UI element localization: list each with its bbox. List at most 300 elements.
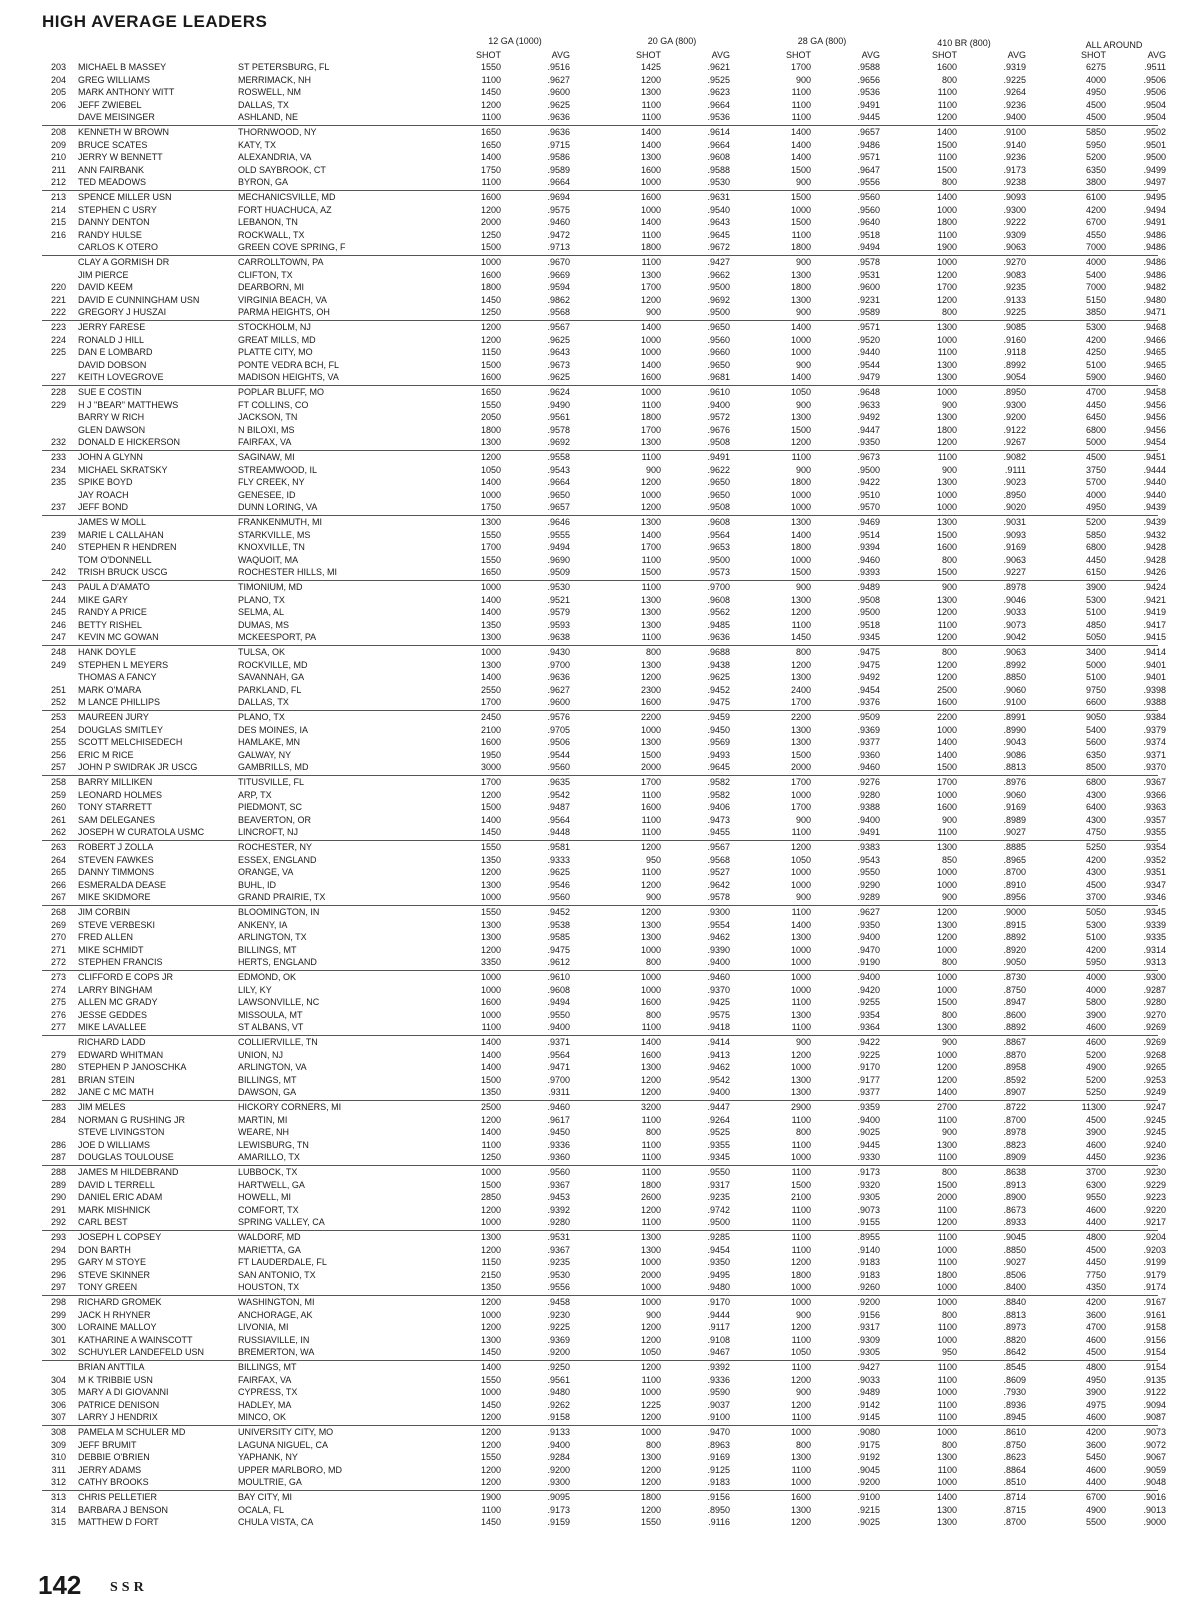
avg-410br: .9054 [1003, 372, 1026, 383]
avg-12ga: .9657 [547, 502, 570, 513]
rank: 261 [50, 814, 66, 825]
rank: 214 [50, 204, 66, 215]
avg-12ga: .9561 [547, 1374, 570, 1385]
avg-all-around: .9072 [1143, 1439, 1166, 1450]
shot-12ga: 1650 [480, 387, 501, 397]
location: KNOXVILLE, TN [238, 542, 305, 553]
avg-20ga: .9459 [707, 712, 730, 722]
shot-12ga: 2000 [480, 217, 501, 228]
shot-20ga: 1200 [640, 1334, 661, 1345]
avg-20ga: .9536 [707, 112, 730, 123]
shot-410br: 1100 [937, 452, 957, 462]
shooter-name: BARRY MILLIKEN [78, 777, 153, 787]
shot-12ga: 1050 [480, 464, 501, 475]
shot-12ga: 1000 [480, 972, 501, 982]
shot-28ga: 1100 [791, 1167, 811, 1177]
shot-all-around: 6800 [1085, 777, 1106, 787]
shot-all-around: 4200 [1085, 944, 1106, 955]
location: GAMBRILLS, MD [238, 762, 309, 773]
avg-12ga: .9400 [547, 1439, 570, 1450]
shot-12ga: 1100 [481, 1139, 501, 1150]
avg-all-around: .9269 [1143, 1022, 1166, 1033]
location: GREAT MILLS, MD [238, 334, 316, 345]
location: LILY, KY [238, 984, 272, 995]
avg-20ga: .9540 [707, 204, 730, 215]
avg-410br: .8623 [1003, 1452, 1026, 1463]
avg-410br: .8958 [1003, 1062, 1026, 1073]
shooter-name: JAMES W MOLL [78, 517, 147, 527]
shot-28ga: 1000 [790, 334, 811, 345]
rank: 240 [50, 542, 66, 553]
avg-all-around: .9161 [1143, 1309, 1166, 1320]
avg-12ga: .9173 [547, 1504, 570, 1515]
avg-410br: .8950 [1003, 387, 1026, 397]
avg-410br: .8992 [1003, 359, 1026, 370]
shot-20ga: 1100 [641, 632, 661, 643]
avg-20ga: .9622 [707, 464, 730, 475]
shot-20ga: 1200 [640, 879, 661, 890]
avg-28ga: .9033 [857, 1374, 880, 1385]
avg-410br: .8673 [1003, 1204, 1026, 1215]
avg-12ga: .9311 [548, 1087, 570, 1098]
shot-12ga: 1450 [480, 1347, 501, 1358]
rank: 301 [50, 1334, 66, 1345]
rank: 274 [50, 984, 66, 995]
avg-28ga: .9200 [857, 1477, 880, 1488]
avg-28ga: .9289 [857, 892, 880, 903]
shooter-name: JIM MELES [78, 1102, 126, 1112]
location: BILLINGS, MT [238, 1362, 297, 1372]
shooter-name: MATTHEW D FORT [78, 1517, 159, 1528]
avg-12ga: .9200 [547, 1464, 570, 1475]
rank: 281 [50, 1074, 66, 1085]
avg-28ga: .9280 [857, 789, 880, 800]
shot-28ga: 1300 [790, 1009, 811, 1020]
shot-20ga: 1100 [641, 1152, 661, 1163]
location: TULSA, OK [238, 647, 286, 657]
rank: 227 [50, 372, 66, 383]
rank: 279 [50, 1049, 66, 1060]
shooter-name: DANNY DENTON [78, 217, 150, 228]
avg-all-around: .9480 [1143, 294, 1166, 305]
shot-28ga: 1300 [790, 294, 811, 305]
shot-20ga: 1100 [641, 399, 661, 410]
shot-12ga: 1250 [480, 229, 501, 240]
avg-410br: .8609 [1003, 1374, 1026, 1385]
shot-410br: 1900 [936, 242, 957, 253]
shooter-name: RANDY HULSE [78, 229, 142, 240]
shot-12ga: 1150 [481, 1257, 501, 1268]
avg-12ga: .9225 [547, 1322, 570, 1333]
shot-12ga: 1200 [480, 1297, 501, 1307]
shot-28ga: 1000 [790, 944, 811, 955]
location: MADISON HEIGHTS, VA [238, 372, 339, 383]
rank: 242 [50, 567, 66, 578]
rank: 305 [50, 1387, 66, 1398]
location: PIEDMONT, SC [238, 802, 303, 813]
shooter-name: RONALD J HILL [78, 334, 145, 345]
shot-28ga: 1300 [790, 1087, 811, 1098]
shot-12ga: 1350 [480, 619, 501, 630]
shot-all-around: 5100 [1085, 359, 1106, 370]
shot-12ga: 1200 [480, 204, 501, 215]
avg-20ga: .9438 [707, 659, 730, 670]
avg-410br: .8700 [1003, 1114, 1026, 1125]
shot-12ga: 2100 [480, 724, 501, 735]
shot-12ga: 1150 [481, 347, 501, 358]
rank: 266 [50, 879, 66, 890]
avg-12ga: .9625 [547, 334, 570, 345]
shot-all-around: 4200 [1085, 334, 1106, 345]
shot-28ga: 1000 [790, 789, 811, 800]
shooter-name: DOUGLAS SMITLEY [78, 724, 164, 735]
avg-28ga: .9377 [857, 1087, 880, 1098]
avg-20ga: .9653 [707, 542, 730, 553]
avg-all-around: .9388 [1143, 697, 1166, 708]
shot-12ga: 1000 [480, 647, 501, 657]
shot-12ga: 1400 [480, 672, 501, 683]
shot-410br: 1600 [936, 697, 957, 708]
shot-all-around: 4500 [1085, 1347, 1106, 1358]
rank: 271 [50, 944, 66, 955]
shot-28ga: 1500 [790, 192, 811, 202]
shot-20ga: 2000 [640, 762, 661, 773]
avg-28ga: .9080 [857, 1427, 880, 1437]
shot-12ga: 1350 [480, 854, 501, 865]
shooter-name: DAN E LOMBARD [78, 347, 153, 358]
avg-20ga: .9525 [707, 74, 730, 85]
location: ROSWELL, NM [238, 87, 302, 98]
avg-12ga: .9617 [547, 1114, 570, 1125]
shot-all-around: 5000 [1085, 659, 1106, 670]
shot-28ga: 1800 [790, 242, 811, 253]
avg-28ga: .9494 [857, 242, 880, 253]
avg-all-around: .9335 [1143, 932, 1166, 943]
location: GALWAY, NY [238, 749, 292, 760]
avg-all-around: .9199 [1143, 1257, 1166, 1268]
shot-12ga: 1300 [480, 932, 501, 943]
shooter-name: GREGORY J HUSZAI [78, 307, 167, 318]
avg-all-around: .9220 [1143, 1204, 1166, 1215]
rank: 204 [50, 74, 66, 85]
avg-20ga: .8950 [707, 1504, 730, 1515]
shot-28ga: 1500 [790, 164, 811, 175]
avg-410br: .9023 [1003, 477, 1026, 488]
shot-28ga: 1000 [790, 347, 811, 358]
avg-12ga: .9480 [547, 1387, 570, 1398]
page-title: HIGH AVERAGE LEADERS [42, 12, 268, 31]
shot-12ga: 1600 [480, 372, 501, 383]
avg-20ga: .9508 [707, 437, 730, 448]
shot-410br: 1400 [936, 192, 957, 202]
rank: 234 [50, 464, 66, 475]
shot-28ga: 1300 [790, 517, 811, 527]
shot-410br: 1000 [936, 502, 957, 513]
avg-410br: .9169 [1003, 542, 1026, 553]
shot-28ga: 1050 [790, 854, 811, 865]
avg-28ga: .9514 [857, 529, 880, 540]
location: UNION, NJ [238, 1049, 283, 1060]
shot-12ga: 1300 [480, 517, 501, 527]
avg-20ga: .9530 [707, 177, 730, 188]
shot-28ga: 1100 [791, 1412, 811, 1423]
avg-12ga: .9487 [547, 802, 570, 813]
shot-all-around: 4850 [1085, 619, 1106, 630]
location: HOUSTON, TX [238, 1282, 300, 1293]
avg-12ga: .9158 [547, 1412, 570, 1423]
shot-12ga: 1500 [480, 802, 501, 813]
avg-28ga: .9648 [857, 387, 880, 397]
avg-all-around: .9398 [1143, 684, 1166, 695]
shot-all-around: 4200 [1085, 204, 1106, 215]
shooter-name: JOHN P SWIDRAK JR USCG [78, 762, 198, 773]
shot-all-around: 4975 [1085, 1399, 1106, 1410]
avg-all-around: .9269 [1143, 1037, 1166, 1047]
rank: 297 [50, 1282, 66, 1293]
shot-12ga: 1950 [480, 749, 501, 760]
avg-all-around: .9458 [1143, 387, 1166, 397]
avg-12ga: .9280 [547, 1217, 570, 1228]
location: STREAMWOOD, IL [238, 464, 318, 475]
avg-all-around: .9482 [1143, 282, 1166, 293]
shooter-name: STEPHEN FRANCIS [78, 957, 163, 968]
rank: 260 [50, 802, 66, 813]
shot-28ga: 900 [795, 1309, 811, 1320]
shot-20ga: 1200 [640, 477, 661, 488]
location: FAIRFAX, VA [238, 437, 292, 448]
shot-20ga: 1100 [641, 582, 661, 592]
location: MINCO, OK [238, 1412, 287, 1423]
location: CARROLLTOWN, PA [238, 257, 324, 267]
avg-28ga: .9320 [857, 1179, 880, 1190]
shot-20ga: 900 [645, 464, 661, 475]
avg-28ga: .9276 [857, 777, 880, 787]
avg-28ga: .9364 [857, 1022, 880, 1033]
shot-410br: 1500 [936, 997, 957, 1008]
avg-12ga: .9625 [547, 867, 570, 878]
avg-410br: .8600 [1003, 1009, 1026, 1020]
shot-20ga: 1300 [640, 619, 661, 630]
shot-28ga: 1300 [790, 737, 811, 748]
shot-28ga: 1400 [790, 372, 811, 383]
avg-410br: .8592 [1003, 1074, 1026, 1085]
rank: 296 [50, 1269, 66, 1280]
shot-all-around: 4300 [1085, 789, 1106, 800]
avg-all-around: .9471 [1143, 307, 1166, 318]
shot-all-around: 6800 [1085, 542, 1106, 553]
avg-12ga: .9555 [547, 529, 570, 540]
shot-12ga: 1300 [480, 632, 501, 643]
shot-28ga: 1500 [790, 1179, 811, 1190]
shot-all-around: 4200 [1085, 1427, 1106, 1437]
shooter-name: MIKE LAVALLEE [78, 1022, 147, 1033]
shot-28ga: 1000 [790, 1152, 811, 1163]
shot-12ga: 1400 [480, 607, 501, 618]
location: YAPHANK, NY [238, 1452, 298, 1463]
avg-12ga: .9700 [547, 1074, 570, 1085]
location: BILLINGS, MT [238, 1074, 297, 1085]
avg-all-around: .9415 [1143, 632, 1166, 643]
shot-all-around: 5250 [1085, 842, 1106, 852]
shot-12ga: 1450 [480, 294, 501, 305]
rank: 212 [50, 177, 66, 188]
avg-20ga: .9345 [707, 1152, 730, 1163]
avg-28ga: .9100 [857, 1492, 880, 1502]
rank: 255 [50, 737, 66, 748]
avg-410br: .9073 [1003, 619, 1026, 630]
avg-410br: .9118 [1004, 347, 1026, 358]
avg-20ga: .9623 [707, 87, 730, 98]
avg-20ga: .9681 [707, 372, 730, 383]
avg-12ga: .9475 [547, 944, 570, 955]
location: OCALA, FL [238, 1504, 285, 1515]
avg-410br: .8730 [1003, 972, 1026, 982]
shooter-name: STEPHEN P JANOSCHKA [78, 1062, 187, 1073]
shot-all-around: 5050 [1085, 632, 1106, 643]
avg-20ga: .9562 [707, 607, 730, 618]
shooter-name: BRIAN ANTTILA [78, 1362, 145, 1372]
avg-20ga: .9235 [707, 1192, 730, 1203]
avg-12ga: .9600 [547, 87, 570, 98]
avg-12ga: .9095 [547, 1492, 570, 1502]
avg-410br: .9319 [1003, 62, 1026, 72]
avg-28ga: .9155 [857, 1217, 880, 1228]
rank: 254 [50, 724, 66, 735]
avg-12ga: .9608 [547, 984, 570, 995]
shot-all-around: 4600 [1085, 1037, 1106, 1047]
avg-all-around: .9421 [1143, 594, 1166, 605]
avg-12ga: .9460 [547, 1102, 570, 1112]
shot-28ga: 1800 [790, 1269, 811, 1280]
location: SAVANNAH, GA [238, 672, 305, 683]
avg-410br: .9133 [1003, 294, 1026, 305]
avg-all-around: .9048 [1143, 1477, 1166, 1488]
shot-410br: 1100 [937, 1412, 957, 1423]
shooter-name: JEFF BRUMIT [78, 1439, 137, 1450]
shooter-name: KENNETH W BROWN [78, 127, 169, 137]
shot-12ga: 2450 [480, 712, 501, 722]
avg-410br: .9267 [1003, 437, 1026, 448]
shot-20ga: 1300 [640, 1452, 661, 1463]
shot-12ga: 1200 [480, 1412, 501, 1423]
shooter-name: STEVEN FAWKES [78, 854, 154, 865]
avg-20ga: .9688 [707, 647, 730, 657]
avg-20ga: .9418 [707, 1022, 730, 1033]
shot-28ga: 1100 [791, 1334, 811, 1345]
avg-20ga: .9550 [707, 1167, 730, 1177]
shooter-name: GREG WILLIAMS [78, 74, 151, 85]
avg-12ga: .9550 [547, 1009, 570, 1020]
page-number: 142 [38, 1570, 82, 1600]
avg-28ga: .9673 [857, 452, 880, 462]
shot-28ga: 1100 [791, 99, 811, 110]
shot-12ga: 1200 [480, 789, 501, 800]
shot-20ga: 1100 [641, 867, 661, 878]
avg-12ga: .9448 [547, 827, 570, 838]
shot-28ga: 1400 [790, 139, 811, 150]
avg-12ga: .9494 [547, 542, 570, 553]
avg-28ga: .9445 [857, 112, 880, 123]
avg-all-around: .9247 [1143, 1102, 1166, 1112]
shot-410br: 1000 [936, 204, 957, 215]
shot-28ga: 1100 [791, 1362, 811, 1372]
column-header-shot: SHOT [1080, 50, 1106, 60]
rank: 308 [50, 1427, 66, 1437]
shot-410br: 1300 [936, 359, 957, 370]
shooter-name: MICHAEL SKRATSKY [78, 464, 168, 475]
location: MERRIMACK, NH [238, 74, 312, 85]
shot-12ga: 1200 [480, 1464, 501, 1475]
avg-all-around: .9352 [1143, 854, 1166, 865]
location: DALLAS, TX [238, 99, 289, 110]
avg-20ga: .9664 [707, 99, 730, 110]
avg-12ga: .9284 [547, 1452, 570, 1463]
shot-12ga: 1200 [480, 1114, 501, 1125]
avg-20ga: .9500 [707, 282, 730, 293]
avg-12ga: .9638 [547, 632, 570, 643]
shooter-name: DOUGLAS TOULOUSE [78, 1152, 174, 1163]
avg-20ga: .9300 [707, 907, 730, 917]
shot-all-around: 4450 [1085, 1257, 1106, 1268]
rank: 225 [50, 347, 66, 358]
avg-28ga: .9192 [857, 1452, 880, 1463]
shot-12ga: 1000 [480, 984, 501, 995]
shot-410br: 1100 [937, 1152, 957, 1163]
location: ROCKWALL, TX [238, 229, 305, 240]
location: WALDORF, MD [238, 1232, 301, 1242]
shot-20ga: 1600 [640, 1049, 661, 1060]
avg-410br: .9060 [1003, 684, 1026, 695]
shot-28ga: 900 [795, 814, 811, 825]
shot-410br: 1000 [936, 724, 957, 735]
rank: 263 [50, 842, 66, 852]
avg-all-around: .9245 [1143, 1127, 1166, 1138]
avg-20ga: .9660 [707, 347, 730, 358]
shot-20ga: 1300 [640, 1232, 661, 1242]
shooter-name: STEPHEN L MEYERS [78, 659, 169, 670]
column-header-avg: AVG [1007, 50, 1026, 60]
shooter-name: JANE C MC MATH [78, 1087, 154, 1098]
avg-all-around: .9363 [1143, 802, 1166, 813]
shot-12ga: 1600 [480, 269, 501, 280]
shot-410br: 800 [941, 177, 957, 188]
rank: 282 [50, 1087, 66, 1098]
avg-20ga: .9742 [707, 1204, 730, 1215]
shot-28ga: 1200 [790, 1049, 811, 1060]
shot-20ga: 1200 [640, 842, 661, 852]
avg-all-around: .9357 [1143, 814, 1166, 825]
shot-20ga: 1300 [640, 437, 661, 448]
avg-28ga: .9657 [857, 127, 880, 137]
avg-12ga: .9692 [547, 437, 570, 448]
shot-28ga: 1450 [790, 632, 811, 643]
avg-12ga: .9636 [547, 672, 570, 683]
avg-20ga: .9414 [707, 1037, 730, 1047]
shot-20ga: 1000 [640, 724, 661, 735]
shot-410br: 900 [941, 1037, 957, 1047]
location: GRAND PRAIRIE, TX [238, 892, 326, 903]
avg-410br: .8992 [1003, 659, 1026, 670]
avg-12ga: .9250 [547, 1362, 570, 1372]
rank: 273 [50, 972, 66, 982]
avg-20ga: .9462 [707, 932, 730, 943]
shot-20ga: 1300 [640, 919, 661, 930]
avg-all-around: .9456 [1143, 412, 1166, 423]
avg-all-around: .9428 [1143, 542, 1166, 553]
avg-28ga: .9475 [857, 659, 880, 670]
avg-28ga: .9377 [857, 737, 880, 748]
shot-all-around: 6700 [1085, 1492, 1106, 1502]
